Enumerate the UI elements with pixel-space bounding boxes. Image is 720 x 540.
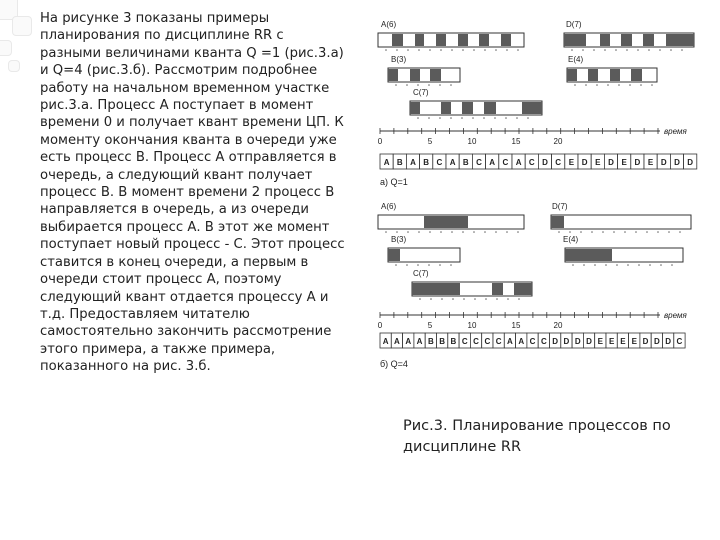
wait-dot bbox=[428, 84, 430, 86]
wait-dot bbox=[596, 84, 598, 86]
sequence-letter: E bbox=[595, 158, 601, 167]
sequence-letter: D bbox=[586, 337, 592, 346]
wait-dot bbox=[419, 298, 421, 300]
process-label: E(4) bbox=[568, 55, 584, 64]
cpu-slice bbox=[643, 34, 654, 46]
wait-dot bbox=[473, 231, 475, 233]
axis-tick-label: 10 bbox=[467, 321, 477, 330]
sequence-letter: E bbox=[568, 158, 575, 167]
wait-dot bbox=[629, 84, 631, 86]
cpu-slice bbox=[551, 216, 564, 228]
wait-dot bbox=[582, 49, 584, 51]
wait-dot bbox=[462, 49, 464, 51]
panel-a bbox=[378, 20, 697, 187]
wait-dot bbox=[517, 231, 519, 233]
wait-dot bbox=[668, 231, 670, 233]
wait-dot bbox=[428, 264, 430, 266]
wait-dot bbox=[569, 231, 571, 233]
process-timeline bbox=[388, 248, 460, 266]
axis-tick-label: 20 bbox=[553, 137, 563, 146]
wait-dot bbox=[518, 298, 520, 300]
sequence-letter: A bbox=[382, 337, 389, 346]
sequence-letter: A bbox=[449, 158, 456, 167]
sequence-letter: C bbox=[476, 158, 482, 167]
axis-tick-label: 20 bbox=[553, 321, 563, 330]
wait-dot bbox=[461, 117, 463, 119]
cpu-slice bbox=[458, 34, 468, 46]
sequence-letter: A bbox=[507, 337, 513, 346]
cpu-slice bbox=[412, 283, 460, 295]
sequence-letter: D bbox=[653, 337, 660, 346]
wait-dot bbox=[441, 298, 443, 300]
sequence-letter: D bbox=[665, 337, 672, 346]
sequence-letter: B bbox=[427, 337, 434, 346]
cpu-slice bbox=[410, 102, 420, 114]
cpu-slice bbox=[631, 69, 642, 81]
wait-dot bbox=[602, 231, 604, 233]
cpu-slice bbox=[567, 69, 577, 81]
wait-dot bbox=[585, 84, 587, 86]
sequence-letter: C bbox=[436, 158, 443, 167]
axis-label: время bbox=[664, 127, 687, 136]
wait-dot bbox=[428, 117, 430, 119]
sequence-letter: D bbox=[581, 158, 588, 167]
wait-dot bbox=[604, 49, 606, 51]
wait-dot bbox=[638, 264, 640, 266]
wait-dot bbox=[417, 117, 419, 119]
cpu-slice bbox=[564, 34, 586, 46]
axis-tick-label: 15 bbox=[511, 137, 521, 146]
axis-label: время bbox=[664, 311, 687, 320]
wait-dot bbox=[605, 264, 607, 266]
process-timeline bbox=[388, 68, 460, 86]
process-label: E(4) bbox=[563, 235, 579, 244]
process-label: A(6) bbox=[381, 20, 397, 29]
process-timeline bbox=[567, 68, 657, 86]
sequence-letter: D bbox=[563, 337, 570, 346]
sequence-letter: E bbox=[620, 337, 626, 346]
wait-dot bbox=[580, 231, 582, 233]
wait-dot bbox=[616, 264, 618, 266]
wait-dot bbox=[624, 231, 626, 233]
process-label: D(7) bbox=[566, 20, 582, 29]
panel-label: б) Q=4 bbox=[380, 359, 408, 369]
wait-dot bbox=[660, 264, 662, 266]
sequence-letter: C bbox=[461, 337, 468, 346]
cpu-slice bbox=[514, 283, 532, 295]
wait-dot bbox=[613, 231, 615, 233]
sequence-letter: C bbox=[540, 337, 547, 346]
wait-dot bbox=[517, 49, 519, 51]
sequence-letter: D bbox=[642, 337, 649, 346]
sequence-letter: C bbox=[555, 158, 562, 167]
cpu-slice bbox=[492, 283, 503, 295]
wait-dot bbox=[640, 84, 642, 86]
wait-dot bbox=[583, 264, 585, 266]
sequence-letter: B bbox=[396, 158, 403, 167]
sequence-letter: C bbox=[473, 337, 479, 346]
sequence-letter: D bbox=[574, 337, 581, 346]
process-label: B(3) bbox=[391, 55, 407, 64]
sequence-letter: A bbox=[405, 337, 412, 346]
axis-tick-label: 0 bbox=[377, 321, 383, 330]
sequence-letter: E bbox=[647, 158, 654, 167]
main-text: На рисунке 3 показаны примеры планирования по дисциплине RR с разными величинами кванта Q =1 (рис.3.а) и Q=4 (рис.3.б). Рассмотрим подробнее работу на начальном временном участке рис.3.а. Процесс А поступает в момент времени 0 и получает квант времени ЦП. К моменту окончания кванта в очереди уже есть процесс В. Процесс А отправляется в очередь, а следующий квант получает процесс В. В момент времени 2 процесс В направляется в очередь, а из очереди выбирается процесс А. В этот же момент поступает новый процесс - С. Этот процесс ставится в конец очереди, а первым в очереди стоит процесс А, поэтому следующий квант отдается процессу А и т.д. Предоставляем читателю самостоятельно закончить рассмотрение этого примера, а также примера, показанного на рис. 3.б. bbox=[40, 11, 345, 375]
sequence-letter: C bbox=[676, 337, 683, 346]
wait-dot bbox=[450, 117, 452, 119]
wait-dot bbox=[439, 264, 441, 266]
axis-tick-label: 0 bbox=[377, 137, 383, 146]
sequence-letter: D bbox=[542, 158, 548, 167]
sequence-letter: E bbox=[597, 337, 604, 346]
axis-tick-label: 10 bbox=[467, 137, 477, 146]
wait-dot bbox=[607, 84, 609, 86]
wait-dot bbox=[506, 231, 508, 233]
wait-dot bbox=[571, 49, 573, 51]
wait-dot bbox=[495, 231, 497, 233]
process-timeline bbox=[564, 33, 694, 51]
sequence-letter: A bbox=[416, 337, 423, 346]
sequence-letter: C bbox=[529, 337, 536, 346]
wait-dot bbox=[505, 117, 507, 119]
sequence-letter: A bbox=[489, 158, 496, 167]
cpu-slice bbox=[392, 34, 403, 46]
sequence-letter: A bbox=[383, 158, 390, 167]
sequence-letter: D bbox=[552, 337, 559, 346]
sequence-letter: B bbox=[423, 158, 430, 167]
cpu-slice bbox=[424, 216, 468, 228]
wait-dot bbox=[615, 49, 617, 51]
wait-dot bbox=[651, 84, 653, 86]
wait-dot bbox=[406, 84, 408, 86]
figure-caption: Рис.3. Планирование процессов по дисциплине RR bbox=[403, 418, 671, 455]
wait-dot bbox=[558, 231, 560, 233]
wait-dot bbox=[618, 84, 620, 86]
wait-dot bbox=[646, 231, 648, 233]
cpu-slice bbox=[621, 34, 632, 46]
axis-tick-label: 15 bbox=[511, 321, 521, 330]
wait-dot bbox=[385, 231, 387, 233]
process-label: B(3) bbox=[391, 235, 407, 244]
wait-dot bbox=[670, 49, 672, 51]
wait-dot bbox=[440, 231, 442, 233]
cpu-slice bbox=[441, 102, 451, 114]
wait-dot bbox=[627, 264, 629, 266]
cpu-slice bbox=[484, 102, 496, 114]
axis-tick-label: 5 bbox=[427, 321, 433, 330]
wait-dot bbox=[463, 298, 465, 300]
sequence-letter: A bbox=[515, 158, 522, 167]
wait-dot bbox=[450, 84, 452, 86]
wait-dot bbox=[485, 298, 487, 300]
process-timeline bbox=[551, 215, 691, 233]
sequence-letter: C bbox=[502, 158, 509, 167]
wait-dot bbox=[496, 298, 498, 300]
wait-dot bbox=[626, 49, 628, 51]
process-timeline bbox=[378, 215, 524, 233]
sequence-letter: D bbox=[674, 158, 680, 167]
sequence-letter: E bbox=[608, 337, 615, 346]
wait-dot bbox=[507, 298, 509, 300]
sequence-letter: B bbox=[462, 158, 469, 167]
sequence-letter: E bbox=[621, 158, 627, 167]
process-timeline bbox=[565, 248, 683, 266]
wait-dot bbox=[679, 231, 681, 233]
wait-dot bbox=[395, 84, 397, 86]
wait-dot bbox=[473, 49, 475, 51]
sequence-letter: D bbox=[608, 158, 614, 167]
cpu-slice bbox=[388, 69, 398, 81]
wait-dot bbox=[671, 264, 673, 266]
cpu-slice bbox=[666, 34, 694, 46]
wait-dot bbox=[417, 84, 419, 86]
wait-dot bbox=[452, 298, 454, 300]
wait-dot bbox=[572, 264, 574, 266]
cpu-slice bbox=[430, 69, 441, 81]
wait-dot bbox=[659, 49, 661, 51]
wait-dot bbox=[396, 231, 398, 233]
cpu-slice bbox=[588, 69, 598, 81]
cpu-slice bbox=[415, 34, 424, 46]
cpu-slice bbox=[388, 249, 400, 261]
sequence-letter: C bbox=[484, 337, 491, 346]
wait-dot bbox=[484, 231, 486, 233]
sequence-letter: C bbox=[528, 158, 535, 167]
sequence-letter: A bbox=[394, 337, 400, 346]
wait-dot bbox=[594, 264, 596, 266]
wait-dot bbox=[474, 298, 476, 300]
wait-dot bbox=[516, 117, 518, 119]
wait-dot bbox=[429, 231, 431, 233]
wait-dot bbox=[440, 49, 442, 51]
sequence-letter: B bbox=[450, 337, 457, 346]
wait-dot bbox=[451, 49, 453, 51]
timeline-frame bbox=[551, 215, 691, 229]
wait-dot bbox=[657, 231, 659, 233]
sequence-letter: D bbox=[687, 158, 694, 167]
wait-dot bbox=[506, 49, 508, 51]
cpu-slice bbox=[479, 34, 489, 46]
sequence-letter: A bbox=[518, 337, 525, 346]
cpu-slice bbox=[522, 102, 542, 114]
cpu-slice bbox=[410, 69, 420, 81]
wait-dot bbox=[591, 231, 593, 233]
wait-dot bbox=[495, 49, 497, 51]
cpu-slice bbox=[462, 102, 473, 114]
wait-dot bbox=[407, 231, 409, 233]
cpu-slice bbox=[600, 34, 610, 46]
cpu-slice bbox=[610, 69, 620, 81]
wait-dot bbox=[637, 49, 639, 51]
sequence-letter: D bbox=[660, 158, 667, 167]
wait-dot bbox=[450, 264, 452, 266]
process-label: D(7) bbox=[552, 202, 568, 211]
sequence-letter: C bbox=[495, 337, 502, 346]
timeline-frame bbox=[388, 68, 460, 82]
process-timeline bbox=[378, 33, 524, 51]
wait-dot bbox=[472, 117, 474, 119]
panel-b bbox=[378, 202, 691, 369]
wait-dot bbox=[396, 49, 398, 51]
wait-dot bbox=[635, 231, 637, 233]
sequence-letter: D bbox=[634, 158, 641, 167]
wait-dot bbox=[527, 117, 529, 119]
wait-dot bbox=[648, 49, 650, 51]
panel-label: а) Q=1 bbox=[380, 177, 408, 187]
wait-dot bbox=[429, 49, 431, 51]
sequence-letter: E bbox=[631, 337, 637, 346]
wait-dot bbox=[483, 117, 485, 119]
wait-dot bbox=[681, 49, 683, 51]
sequence-letter: B bbox=[439, 337, 446, 346]
wait-dot bbox=[418, 231, 420, 233]
process-timeline bbox=[412, 282, 532, 300]
cpu-slice bbox=[565, 249, 612, 261]
process-label: A(6) bbox=[381, 202, 397, 211]
wait-dot bbox=[385, 49, 387, 51]
sequence-letter: A bbox=[410, 158, 416, 167]
process-label: C(7) bbox=[413, 88, 429, 97]
axis-tick-label: 5 bbox=[427, 137, 433, 146]
wait-dot bbox=[439, 84, 441, 86]
process-timeline bbox=[410, 101, 542, 119]
wait-dot bbox=[417, 264, 419, 266]
wait-dot bbox=[439, 117, 441, 119]
cpu-slice bbox=[436, 34, 446, 46]
wait-dot bbox=[649, 264, 651, 266]
wait-dot bbox=[462, 231, 464, 233]
wait-dot bbox=[494, 117, 496, 119]
cpu-slice bbox=[501, 34, 511, 46]
wait-dot bbox=[484, 49, 486, 51]
wait-dot bbox=[418, 49, 420, 51]
wait-dot bbox=[430, 298, 432, 300]
wait-dot bbox=[451, 231, 453, 233]
wait-dot bbox=[407, 49, 409, 51]
process-label: C(7) bbox=[413, 269, 429, 278]
wait-dot bbox=[395, 264, 397, 266]
wait-dot bbox=[406, 264, 408, 266]
wait-dot bbox=[574, 84, 576, 86]
wait-dot bbox=[593, 49, 595, 51]
